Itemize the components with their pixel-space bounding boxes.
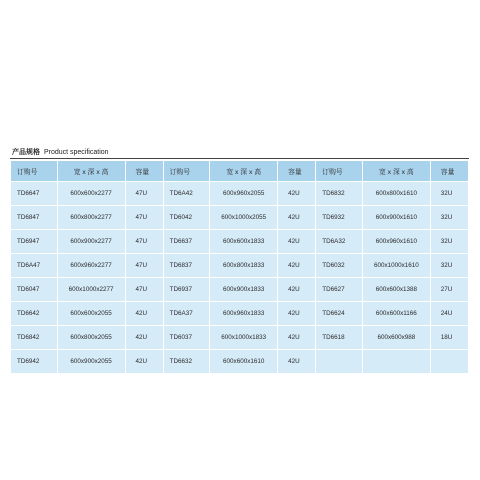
dims-cell: 600x900x1610 xyxy=(363,206,430,229)
spec-heading-zh: 产品规格 xyxy=(12,149,40,156)
capacity-cell: 42U xyxy=(278,182,315,205)
dims-cell: 600x1000x2055 xyxy=(210,206,277,229)
spec-table xyxy=(10,160,469,374)
model-cell: TD6A37 xyxy=(164,302,210,325)
model-cell: TD6837 xyxy=(164,254,210,277)
model-cell: TD6624 xyxy=(316,302,362,325)
model-cell: TD6932 xyxy=(316,206,362,229)
col-header-capacity: 容量 xyxy=(126,161,163,181)
col-header-capacity: 容量 xyxy=(278,161,315,181)
capacity-cell: 42U xyxy=(278,350,315,373)
capacity-cell: 42U xyxy=(278,230,315,253)
dims-cell: 600x960x2055 xyxy=(210,182,277,205)
dims-cell: 600x960x1833 xyxy=(210,302,277,325)
model-cell: TD6032 xyxy=(316,254,362,277)
model-cell: TD6642 xyxy=(11,302,57,325)
model-cell: TD6A32 xyxy=(316,230,362,253)
model-cell: TD6942 xyxy=(11,350,57,373)
model-cell: TD6632 xyxy=(164,350,210,373)
dims-cell: 600x960x1610 xyxy=(363,230,430,253)
model-cell: TD6832 xyxy=(316,182,362,205)
dims-cell: 600x600x1388 xyxy=(363,278,430,301)
table-row xyxy=(11,182,468,205)
table-row xyxy=(11,206,468,229)
capacity-cell: 18U xyxy=(431,326,468,349)
capacity-cell: 24U xyxy=(431,302,468,325)
col-header-dims: 宽 x 深 x 高 xyxy=(363,161,430,181)
capacity-cell: 32U xyxy=(431,182,468,205)
model-cell: TD6037 xyxy=(164,326,210,349)
capacity-cell: 32U xyxy=(431,254,468,277)
capacity-cell: 47U xyxy=(126,230,163,253)
table-row xyxy=(11,350,468,373)
capacity-cell: 42U xyxy=(278,206,315,229)
table-row xyxy=(11,230,468,253)
heading-divider xyxy=(10,158,469,159)
model-cell: TD6647 xyxy=(11,182,57,205)
capacity-cell: 42U xyxy=(126,326,163,349)
dims-cell: 600x1000x1833 xyxy=(210,326,277,349)
capacity-cell: 32U xyxy=(431,230,468,253)
capacity-cell xyxy=(431,350,468,373)
col-header-capacity: 容量 xyxy=(431,161,468,181)
model-cell: TD6937 xyxy=(164,278,210,301)
dims-cell: 600x600x2277 xyxy=(58,182,125,205)
dims-cell: 600x800x1833 xyxy=(210,254,277,277)
dims-cell xyxy=(363,350,430,373)
capacity-cell: 47U xyxy=(126,254,163,277)
model-cell: TD6847 xyxy=(11,206,57,229)
dims-cell: 600x1000x1610 xyxy=(363,254,430,277)
model-cell: TD6A47 xyxy=(11,254,57,277)
spec-header-row xyxy=(11,161,468,181)
table-row xyxy=(11,254,468,277)
capacity-cell: 47U xyxy=(126,206,163,229)
capacity-cell: 42U xyxy=(126,350,163,373)
col-header-order: 订购号 xyxy=(316,161,362,181)
table-row xyxy=(11,278,468,301)
col-header-dims: 宽 x 深 x 高 xyxy=(210,161,277,181)
col-header-dims: 宽 x 深 x 高 xyxy=(58,161,125,181)
capacity-cell: 42U xyxy=(278,326,315,349)
dims-cell: 600x600x2055 xyxy=(58,302,125,325)
capacity-cell: 42U xyxy=(278,254,315,277)
capacity-cell: 27U xyxy=(431,278,468,301)
spec-heading xyxy=(12,147,109,157)
dims-cell: 600x800x1610 xyxy=(363,182,430,205)
dims-cell: 600x600x1833 xyxy=(210,230,277,253)
dims-cell: 600x600x1610 xyxy=(210,350,277,373)
spec-table-body xyxy=(11,182,468,373)
dims-cell: 600x600x988 xyxy=(363,326,430,349)
dims-cell: 600x600x1166 xyxy=(363,302,430,325)
table-row xyxy=(11,302,468,325)
table-row xyxy=(11,326,468,349)
col-header-order: 订购号 xyxy=(11,161,57,181)
dims-cell: 600x900x1833 xyxy=(210,278,277,301)
model-cell: TD6947 xyxy=(11,230,57,253)
dims-cell: 600x1000x2277 xyxy=(58,278,125,301)
capacity-cell: 47U xyxy=(126,182,163,205)
capacity-cell: 32U xyxy=(431,206,468,229)
dims-cell: 600x900x2277 xyxy=(58,230,125,253)
model-cell: TD6A42 xyxy=(164,182,210,205)
dims-cell: 600x900x2055 xyxy=(58,350,125,373)
model-cell: TD6047 xyxy=(11,278,57,301)
dims-cell: 600x960x2277 xyxy=(58,254,125,277)
model-cell: TD6637 xyxy=(164,230,210,253)
col-header-order: 订购号 xyxy=(164,161,210,181)
model-cell: TD6627 xyxy=(316,278,362,301)
capacity-cell: 42U xyxy=(278,278,315,301)
capacity-cell: 42U xyxy=(126,302,163,325)
model-cell xyxy=(316,350,362,373)
spec-heading-en: Product specification xyxy=(43,149,109,156)
dims-cell: 600x800x2277 xyxy=(58,206,125,229)
dims-cell: 600x800x2055 xyxy=(58,326,125,349)
capacity-cell: 47U xyxy=(126,278,163,301)
model-cell: TD6618 xyxy=(316,326,362,349)
model-cell: TD6042 xyxy=(164,206,210,229)
model-cell: TD6842 xyxy=(11,326,57,349)
capacity-cell: 42U xyxy=(278,302,315,325)
